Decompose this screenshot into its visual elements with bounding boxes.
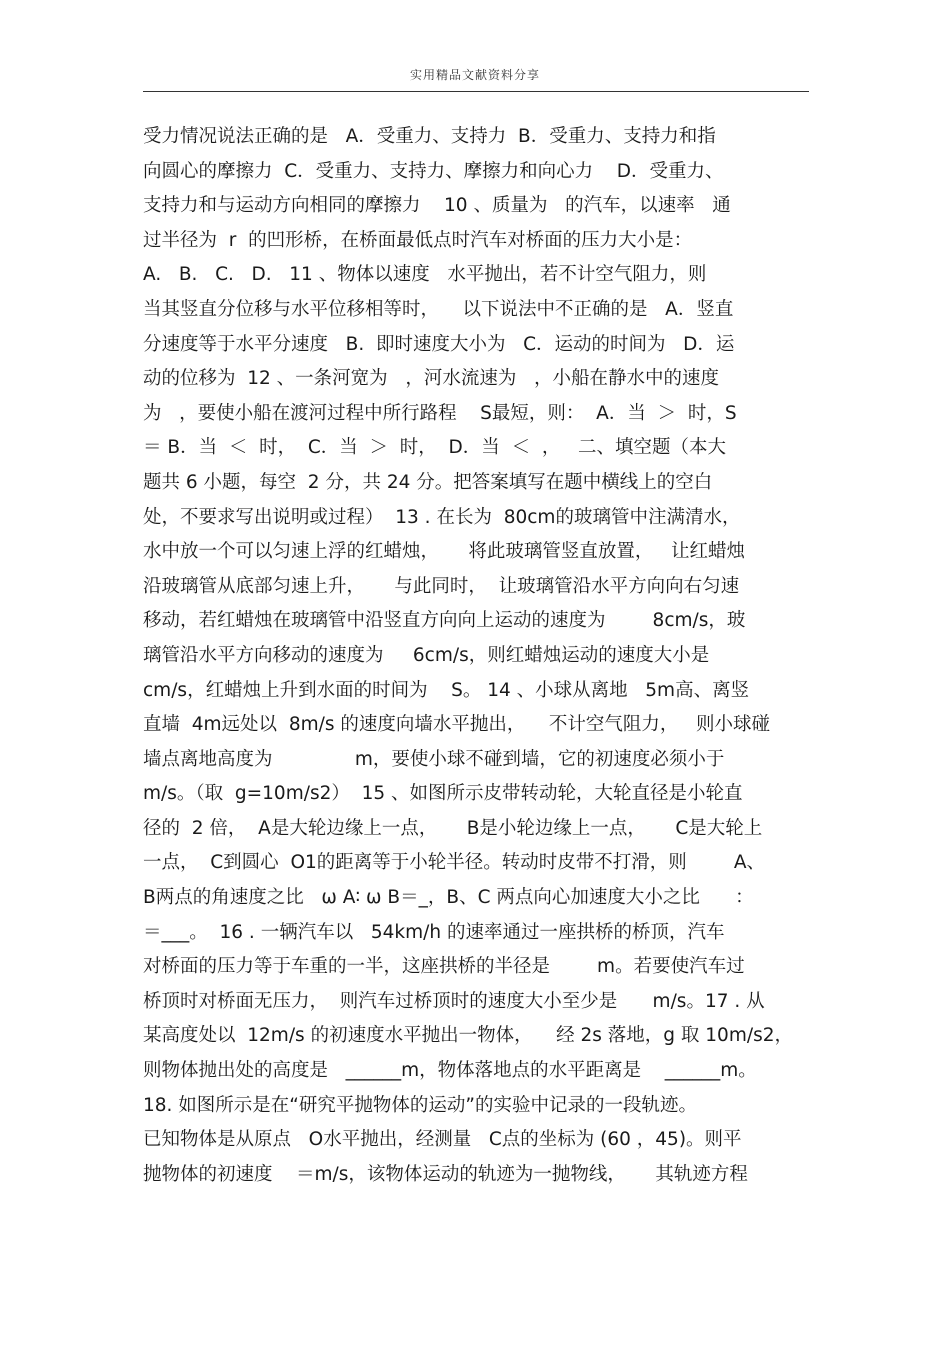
text-line: 当其竖直分位移与水平位移相等时， 以下说法中不正确的是 A．竖直 [143, 298, 734, 320]
text-line: 为 ，要使小船在渡河过程中所行路程 S最短，则： A．当 ＞ 时，S [143, 402, 737, 424]
page-header: 实用精品文献资料分享 [409, 68, 540, 82]
text-line: 向圆心的摩擦力 C．受重力、支持力、摩擦力和向心力 D．受重力、 [143, 160, 724, 182]
text-line: 移动，若红蜡烛在玻璃管中沿竖直方向向上运动的速度为 8cm/s，玻 [143, 610, 746, 632]
text-line: 水中放一个可以匀速上浮的红蜡烛， 将此玻璃管竖直放置， 让红蜡烛 [143, 541, 746, 563]
text-line: ＝ B．当 ＜ 时， C．当 ＞ 时， D．当 ＜ ， 二、填空题（本大 [143, 437, 726, 459]
text-line: 18. 如图所示是在“研究平抛物体的运动”的实验中记录的一段轨迹。 [143, 1094, 697, 1116]
text-line: 则物体抛出处的高度是 ______m，物体落地点的水平距离是 ______m。 [143, 1060, 757, 1082]
text-line: 璃管沿水平方向移动的速度为 6cm/s，则红蜡烛运动的速度大小是 [143, 644, 710, 666]
text-line: cm/s，红蜡烛上升到水面的时间为 S。 14 、小球从离地 5m高、离竖 [143, 679, 750, 701]
text-line: 动的位移为 12 、一条河宽为 ，河水流速为 ，小船在静水中的速度 [143, 368, 719, 390]
text-line: 处，不要求写出说明或过程） 13 . 在长为 80cm的玻璃管中注满清水， [143, 506, 741, 528]
text-line: m/s。（取 g=10m/s2） 15 、如图所示皮带转动轮，大轮直径是小轮直 [143, 783, 743, 805]
text-line: 直墙 4m远处以 8m/s 的速度向墙水平抛出， 不计空气阻力， 则小球碰 [143, 714, 771, 736]
text-line: 对桥面的压力等于车重的一半，这座拱桥的半径是 m。若要使汽车过 [143, 956, 745, 978]
text-line: 抛物体的初速度 ＝m/s，该物体运动的轨迹为一抛物线， 其轨迹方程 [143, 1163, 748, 1185]
text-line: 某高度处以 12m/s 的初速度水平抛出一物体， 经 2s 落地，g 取 10m/s2， [143, 1025, 793, 1047]
text-line: ＝___。 16 . 一辆汽车以 54km/h 的速率通过一座拱桥的桥顶，汽车 [143, 921, 725, 943]
document-body [143, 120, 811, 1192]
text-line: 支持力和与运动方向相同的摩擦力 10 、质量为 的汽车，以速率 通 [143, 195, 731, 217]
text-line: 分速度等于水平分速度 B. 即时速度大小为 C．运动的时间为 D．运 [143, 333, 735, 355]
text-line: 一点， C到圆心 O1的距离等于小轮半径。转动时皮带不打滑，则 A、 [143, 852, 765, 874]
text-line: 受力情况说法正确的是 A．受重力、支持力 B．受重力、支持力和指 [143, 126, 716, 147]
text-line: 沿玻璃管从底部匀速上升， 与此同时， 让玻璃管沿水平方向向右匀速 [143, 575, 740, 597]
text-line: 过半径为 r 的凹形桥，在桥面最低点时汽车对桥面的压力大小是： [143, 229, 693, 251]
text-line: 桥顶时对桥面无压力， 则汽车过桥顶时的速度大小至少是 m/s。17 . 从 [143, 990, 765, 1012]
text-line: 径的 2 倍， A是大轮边缘上一点， B是小轮边缘上一点， C是大轮上 [143, 817, 763, 839]
text-line: 已知物体是从原点 O水平抛出，经测量 C点的坐标为 (60 ，45)。则平 [143, 1129, 742, 1151]
text-line: A. B. C. D. 11 、物体以速度 水平抛出，若不计空气阻力，则 [143, 264, 707, 286]
text-line: B两点的角速度之比 ω A∶ ω B＝_，B、C 两点向心加速度大小之比 ： [143, 887, 754, 909]
text-line: 题共 6 小题，每空 2 分，共 24 分。把答案填写在题中横线上的空白 [143, 471, 713, 493]
text-line: 墙点离地高度为 m，要使小球不碰到墙，它的初速度必须小于 [143, 748, 725, 770]
header-divider [143, 91, 809, 92]
